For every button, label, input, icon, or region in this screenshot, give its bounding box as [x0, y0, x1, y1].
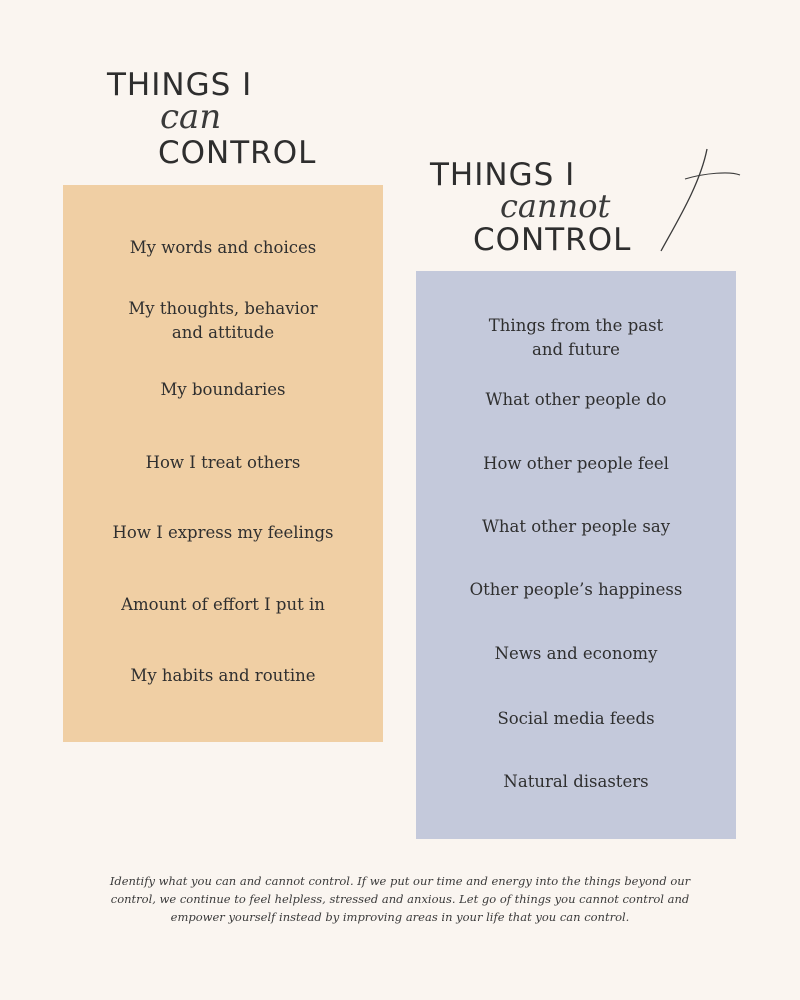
can-control-item: My thoughts, behavior and attitude [128, 299, 318, 342]
can-control-item: My habits and routine [130, 666, 316, 685]
right-heading-line1: THINGS I [430, 157, 576, 193]
cannot-control-item: What other people do [485, 390, 667, 409]
cannot-control-item: What other people say [481, 517, 671, 536]
cannot-control-item: How other people feel [483, 454, 669, 473]
cannot-control-item: Things from the past and future [488, 316, 664, 359]
script-flourish-decoration [645, 145, 745, 255]
can-control-panel [63, 185, 383, 742]
can-control-item: Amount of effort I put in [121, 595, 325, 614]
can-control-item: My words and choices [129, 238, 317, 257]
cannot-control-panel [416, 271, 736, 839]
cannot-control-item: Social media feeds [497, 709, 655, 728]
cannot-control-item: Natural disasters [503, 772, 649, 791]
left-heading-script-word: can [160, 97, 222, 137]
right-heading-line2: CONTROL [473, 222, 632, 258]
can-control-item: How I treat others [145, 453, 301, 472]
cannot-control-item: Other people’s happiness [469, 580, 683, 599]
right-heading-script-word: cannot [500, 187, 611, 225]
cannot-control-item: News and economy [494, 644, 658, 663]
can-control-item: How I express my feelings [112, 523, 334, 542]
left-heading-line1: THINGS I [107, 67, 253, 103]
caption-text: Identify what you can and cannot control. If we put our time and energy into the things beyond our control, we continue to feel helpless, stressed and anxious. Let go of things you cannot control and empower yourself instead by improving areas in your life that you can control. [109, 874, 691, 924]
left-heading-line2: CONTROL [158, 135, 317, 171]
can-control-item: My boundaries [160, 380, 286, 399]
